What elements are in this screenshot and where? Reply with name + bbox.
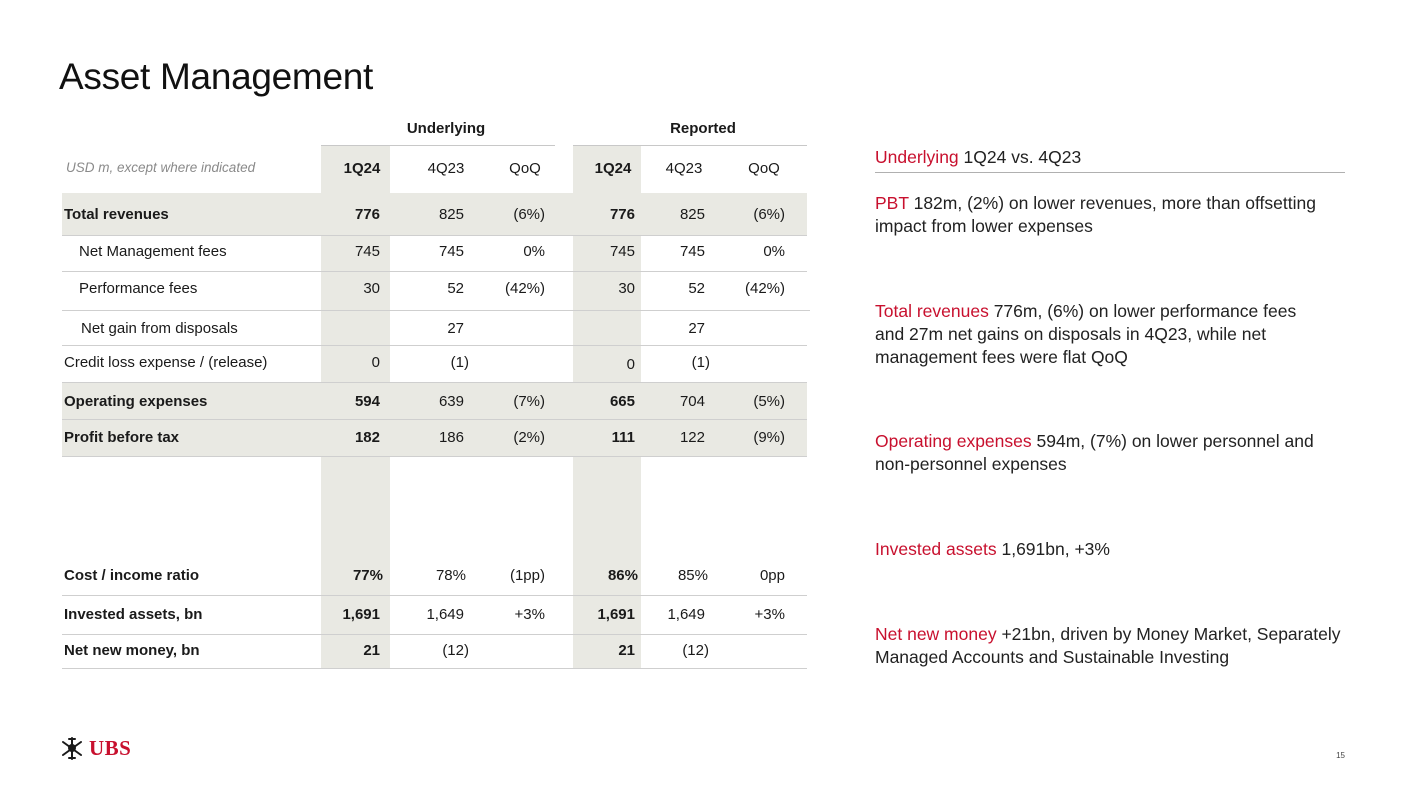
logo-text: UBS [89, 735, 132, 760]
cell-u-1q24: 0 [371, 354, 380, 371]
row-divider [62, 456, 807, 457]
commentary-highlight: Net new money [875, 624, 997, 644]
row-divider [62, 271, 807, 272]
commentary-highlight: Invested assets [875, 539, 997, 559]
shade-underlying-1q24-col [321, 457, 390, 668]
cell-u-4q23: 639 [438, 393, 464, 410]
cell-u-4q23: (1) [450, 354, 469, 371]
row-label: Net Management fees [79, 243, 227, 260]
row-divider [62, 634, 807, 635]
row-label: Operating expenses [64, 393, 208, 410]
commentary-header-highlight: Underlying [875, 147, 959, 167]
commentary-text: 594m, (7%) on lower personnel and non-personnel expenses [875, 431, 1314, 474]
cell-r-4q23: 85% [677, 567, 708, 584]
row-label: Credit loss expense / (release) [64, 354, 268, 371]
commentary-header-rest: 1Q24 vs. 4Q23 [958, 147, 1082, 167]
cell-r-4q23: 52 [688, 280, 705, 297]
col-header-reported-qoq: QoQ [748, 160, 780, 177]
cell-r-1q24: 86% [607, 567, 638, 584]
cell-u-1q24: 776 [354, 206, 380, 223]
commentary-highlight: PBT [875, 193, 909, 213]
cell-r-1q24: 776 [609, 206, 635, 223]
row-label: Net gain from disposals [81, 320, 238, 337]
commentary-text: 776m, (6%) on lower performance fees and 27m net gains on disposals in 4Q23, while net management fees were flat QoQ [875, 301, 1297, 367]
cell-u-4q23: 186 [438, 429, 464, 446]
page-number: 15 [1336, 751, 1345, 760]
row-divider [62, 595, 807, 596]
cell-r-qoq: (9%) [753, 429, 785, 446]
row-divider [62, 310, 810, 311]
cell-r-1q24: 30 [618, 280, 635, 297]
col-header-underlying-qoq: QoQ [509, 160, 541, 177]
cell-u-qoq: (6%) [513, 206, 545, 223]
cell-u-4q23: 27 [447, 320, 464, 337]
cell-u-1q24: 77% [352, 567, 383, 584]
cell-u-qoq: (7%) [513, 393, 545, 410]
cell-r-1q24: 0 [626, 356, 635, 373]
cell-r-qoq: (5%) [753, 393, 785, 410]
cell-u-1q24: 30 [363, 280, 380, 297]
cell-r-qoq: (6%) [753, 206, 785, 223]
cell-u-4q23: 1,649 [426, 606, 464, 623]
cell-r-4q23: (1) [691, 354, 710, 371]
col-header-underlying-4q23: 4Q23 [427, 160, 465, 177]
cell-u-1q24: 745 [354, 243, 380, 260]
col-header-underlying-1q24: 1Q24 [343, 160, 381, 177]
row-label: Cost / income ratio [64, 567, 200, 584]
col-header-reported-4q23: 4Q23 [665, 160, 703, 177]
cell-r-4q23: 825 [679, 206, 705, 223]
units-label: USD m, except where indicated [66, 160, 256, 175]
row-gap-white-2 [390, 236, 573, 382]
cell-u-4q23: 52 [447, 280, 464, 297]
cell-u-4q23: 745 [438, 243, 464, 260]
commentary-item-invested-assets [875, 538, 1375, 561]
page-title: Asset Management [59, 56, 373, 97]
cell-u-qoq: 0% [523, 243, 545, 260]
cell-r-qoq: 0% [763, 243, 785, 260]
commentary-item-revenues [875, 300, 1325, 369]
cell-u-4q23: (12) [442, 642, 469, 659]
cell-u-1q24: 594 [354, 393, 380, 410]
cell-r-qoq: 0pp [759, 567, 785, 584]
row-label: Net new money, bn [64, 642, 200, 659]
row-divider [62, 668, 807, 669]
shade-reported-1q24-col [573, 457, 641, 668]
commentary-item-opex [875, 430, 1345, 476]
commentary-header-divider [875, 172, 1345, 173]
cell-r-4q23: 122 [679, 429, 705, 446]
commentary-highlight: Operating expenses [875, 431, 1032, 451]
group-header-underlying: Underlying [406, 120, 486, 137]
row-label: Invested assets, bn [64, 606, 203, 623]
commentary-item-pbt [875, 192, 1355, 238]
cell-u-1q24: 21 [363, 642, 380, 659]
row-divider [62, 235, 807, 236]
cell-r-qoq: (42%) [744, 280, 785, 297]
cell-r-qoq: +3% [754, 606, 785, 623]
row-label: Total revenues [64, 206, 169, 223]
cell-u-qoq: (42%) [504, 280, 545, 297]
col-header-reported-1q24: 1Q24 [594, 160, 632, 177]
group-line-reported [573, 145, 807, 146]
commentary-text: 1,691bn, +3% [996, 539, 1110, 559]
cell-r-1q24: 111 [611, 429, 635, 446]
group-line-underlying [321, 145, 555, 146]
commentary-text: 182m, (2%) on lower revenues, more than offsetting impact from lower expenses [875, 193, 1316, 236]
cell-r-1q24: 21 [618, 642, 635, 659]
cell-u-1q24: 1,691 [342, 606, 380, 623]
row-divider [62, 419, 807, 420]
commentary-item-nnm [875, 623, 1375, 669]
cell-r-1q24: 665 [609, 393, 635, 410]
cell-r-1q24: 1,691 [597, 606, 635, 623]
cell-r-4q23: 745 [679, 243, 705, 260]
commentary-text: +21bn, driven by Money Market, Separately Managed Accounts and Sustainable Investing [875, 624, 1341, 667]
cell-u-qoq: (1pp) [509, 567, 545, 584]
row-label: Profit before tax [64, 429, 180, 446]
cell-r-1q24: 745 [609, 243, 635, 260]
cell-u-1q24: 182 [354, 429, 380, 446]
cell-r-4q23: 27 [688, 320, 705, 337]
ubs-logo [59, 735, 131, 761]
cell-u-qoq: +3% [514, 606, 545, 623]
keys-icon [59, 735, 85, 761]
row-divider [62, 382, 807, 383]
row-label: Performance fees [79, 280, 198, 297]
group-header-reported: Reported [670, 120, 736, 137]
cell-u-4q23: 825 [438, 206, 464, 223]
cell-u-qoq: (2%) [513, 429, 545, 446]
row-divider [62, 345, 807, 346]
cell-r-4q23: 1,649 [667, 606, 705, 623]
commentary-highlight: Total revenues [875, 301, 989, 321]
commentary-header [875, 146, 1375, 169]
cell-u-4q23: 78% [435, 567, 466, 584]
cell-r-4q23: 704 [679, 393, 705, 410]
cell-r-4q23: (12) [682, 642, 709, 659]
